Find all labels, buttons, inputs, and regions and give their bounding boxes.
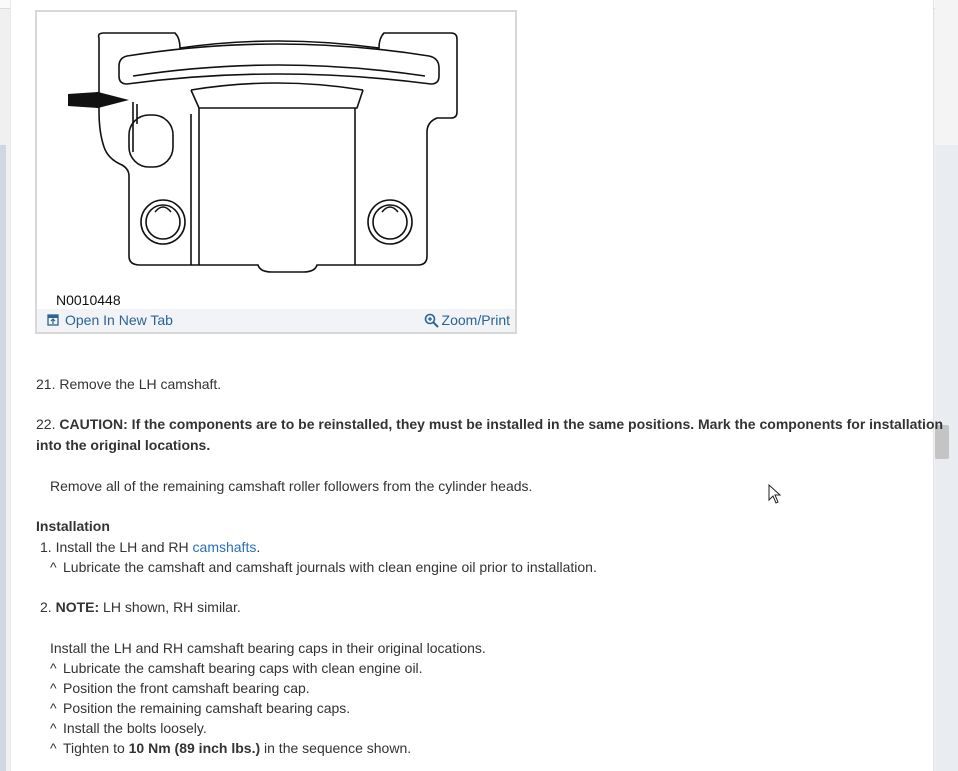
step-22-number: 22. <box>36 416 56 432</box>
bullet-text: Position the remaining camshaft bearing caps. <box>63 700 351 716</box>
open-new-tab-label[interactable]: Open In New Tab <box>65 312 173 328</box>
bullet-text: Lubricate the camshaft bearing caps with clean engine oil. <box>63 660 423 676</box>
install-item-2 <box>40 597 241 617</box>
install-item-1-suffix: . <box>256 539 261 555</box>
install-item-1-prefix: 1. Install the LH and RH <box>40 539 193 555</box>
figure-container <box>35 10 517 334</box>
zoom-print-link[interactable] <box>424 312 510 328</box>
open-new-tab-link[interactable] <box>47 312 173 328</box>
install-item-1-bullet-text: Lubricate the camshaft and camshaft journals with clean engine oil prior to installation. <box>63 559 597 575</box>
step-22-caution: CAUTION: If the components are to be reinstalled, they must be installed in the same positions. Mark the components for installation <box>59 416 944 432</box>
zoom-print-label[interactable]: Zoom/Print <box>441 312 510 328</box>
caret-bullet: ^ <box>50 660 57 676</box>
install-item-2-text: Install the LH and RH camshaft bearing caps in their original locations. <box>50 640 486 656</box>
caret-bullet: ^ <box>50 559 57 575</box>
caret-bullet: ^ <box>50 720 57 736</box>
install-item-1-bullet <box>50 557 597 577</box>
step-22 <box>36 414 943 434</box>
vertical-scrollbar[interactable] <box>935 0 958 771</box>
note-text: LH shown, RH similar. <box>99 599 241 615</box>
figure-code: N0010448 <box>56 292 121 308</box>
bullet-item-tighten <box>50 738 411 758</box>
step-22-caution-cont: into the original locations. <box>36 437 211 453</box>
caret-bullet: ^ <box>50 680 57 696</box>
bullet-text: Install the bolts loosely. <box>63 720 207 736</box>
install-item-1 <box>40 537 260 557</box>
torque-value: 10 Nm (89 inch lbs.) <box>128 740 261 756</box>
bullet-item <box>50 698 350 718</box>
camshafts-link[interactable]: camshafts <box>192 539 257 555</box>
figure-toolbar <box>37 309 515 332</box>
caret-bullet: ^ <box>50 740 57 756</box>
bullet-text: Position the front camshaft bearing cap. <box>63 680 310 696</box>
step-22-text: Remove all of the remaining camshaft roller followers from the cylinder heads. <box>50 478 533 494</box>
left-window-strip <box>0 145 6 771</box>
bullet-item <box>50 718 207 738</box>
mouse-cursor-icon <box>768 484 782 504</box>
open-new-tab-icon <box>47 314 59 326</box>
step-21: 21. Remove the LH camshaft. <box>36 376 222 392</box>
bullet-item <box>50 678 310 698</box>
zoom-in-icon <box>424 313 439 328</box>
install-item-2-number: 2. <box>40 599 52 615</box>
camshaft-bearing-cap-illustration <box>37 12 515 308</box>
tighten-prefix: Tighten to <box>63 740 129 756</box>
note-label: NOTE: <box>55 599 100 615</box>
bullet-item <box>50 658 423 678</box>
installation-heading: Installation <box>36 518 110 534</box>
tighten-suffix: in the sequence shown. <box>260 740 412 756</box>
caret-bullet: ^ <box>50 700 57 716</box>
